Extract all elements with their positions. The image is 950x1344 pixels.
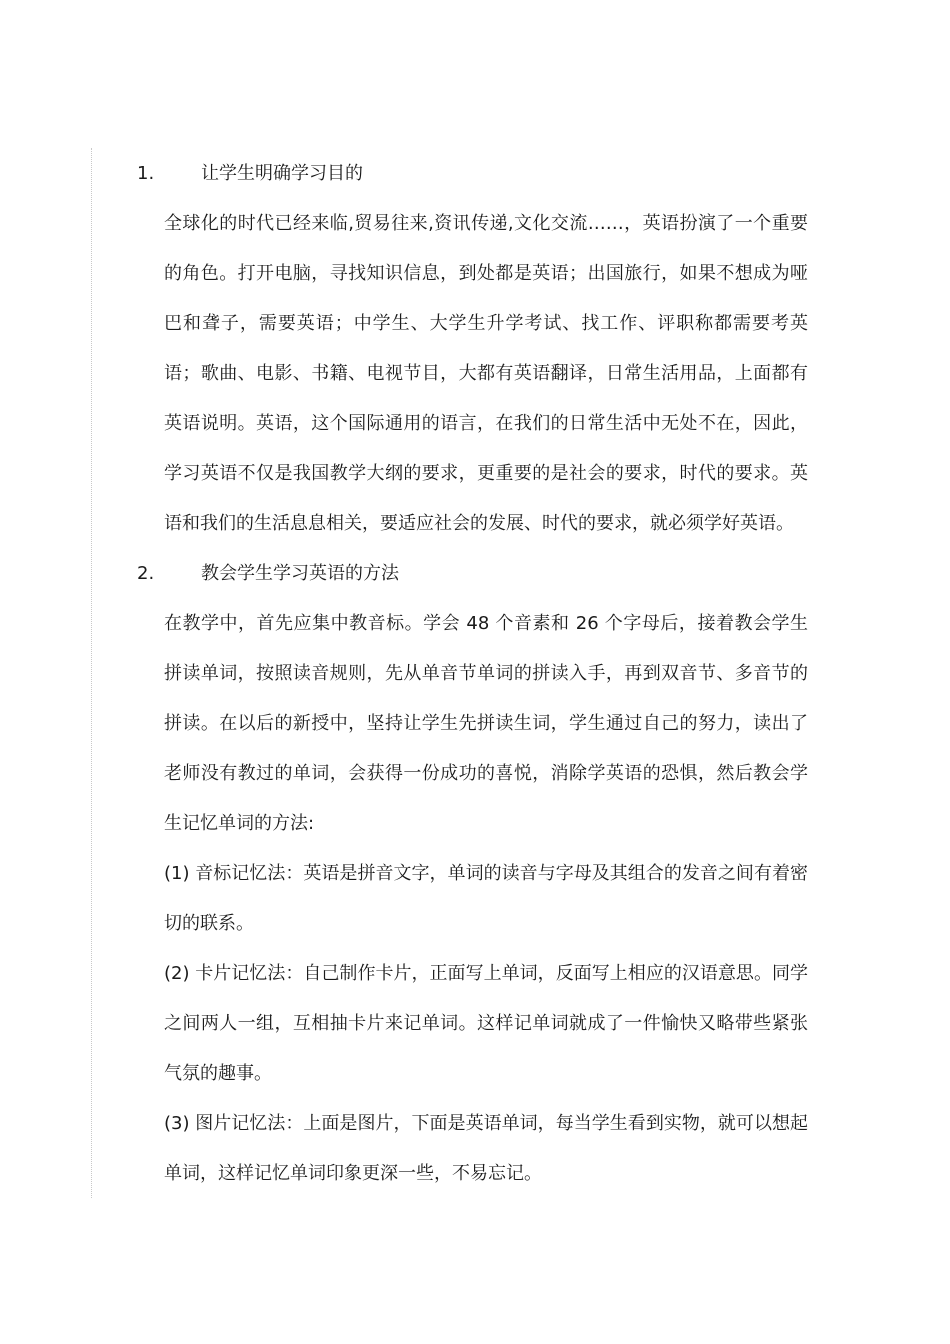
section-2-title: 教会学生学习英语的方法 (201, 563, 399, 584)
margin-guide-line (91, 148, 92, 1198)
section-1-title: 让学生明确学习目的 (201, 163, 363, 184)
section-1-heading (137, 162, 363, 186)
section-2-paragraph: 在教学中，首先应集中教音标。学会 48 个音素和 26 个字母后，接着教会学生拼读单词，按照读音规则，先从单音节单词的拼读入手，再到双音节、多音节的拼读。在以后的新授中，坚持让学生先拼读生词，学生通过自己的努力，读出了老师没有教过的单词，会获得一份成功的喜悦，消除学英语的恐惧，然后教会学生记忆单词的方法: (164, 613, 808, 834)
section-1-paragraph: 全球化的时代已经来临,贸易往来,资讯传递,文化交流……，英语扮演了一个重要的角色。打开电脑，寻找知识信息，到处都是英语；出国旅行，如果不想成为哑巴和聋子，需要英语；中学生、大学生升学考试、找工作、评职称都需要考英语；歌曲、电影、书籍、电视节目，大都有英语翻译，日常生活用品，上面都有英语说明。英语，这个国际通用的语言，在我们的日常生活中无处不在，因此，学习英语不仅是我国教学大纲的要求，更重要的是社会的要求，时代的要求。英语和我们的生活息息相关，要适应社会的发展、时代的要求，就必须学好英语。 (164, 213, 808, 534)
method-3-paragraph: (3) 图片记忆法：上面是图片，下面是英语单词，每当学生看到实物，就可以想起单词，这样记忆单词印象更深一些，不易忘记。 (164, 1113, 808, 1184)
method-2-paragraph: (2) 卡片记忆法：自己制作卡片，正面写上单词，反面写上相应的汉语意思。同学之间两人一组，互相抽卡片来记单词。这样记单词就成了一件愉快又略带些紧张气氛的趣事。 (164, 963, 808, 1084)
section-2-heading (137, 562, 399, 586)
section-2-number: 2. (137, 563, 155, 584)
section-1-number: 1. (137, 163, 155, 184)
method-1-paragraph: (1) 音标记忆法：英语是拼音文字，单词的读音与字母及其组合的发音之间有着密切的联系。 (164, 863, 808, 934)
